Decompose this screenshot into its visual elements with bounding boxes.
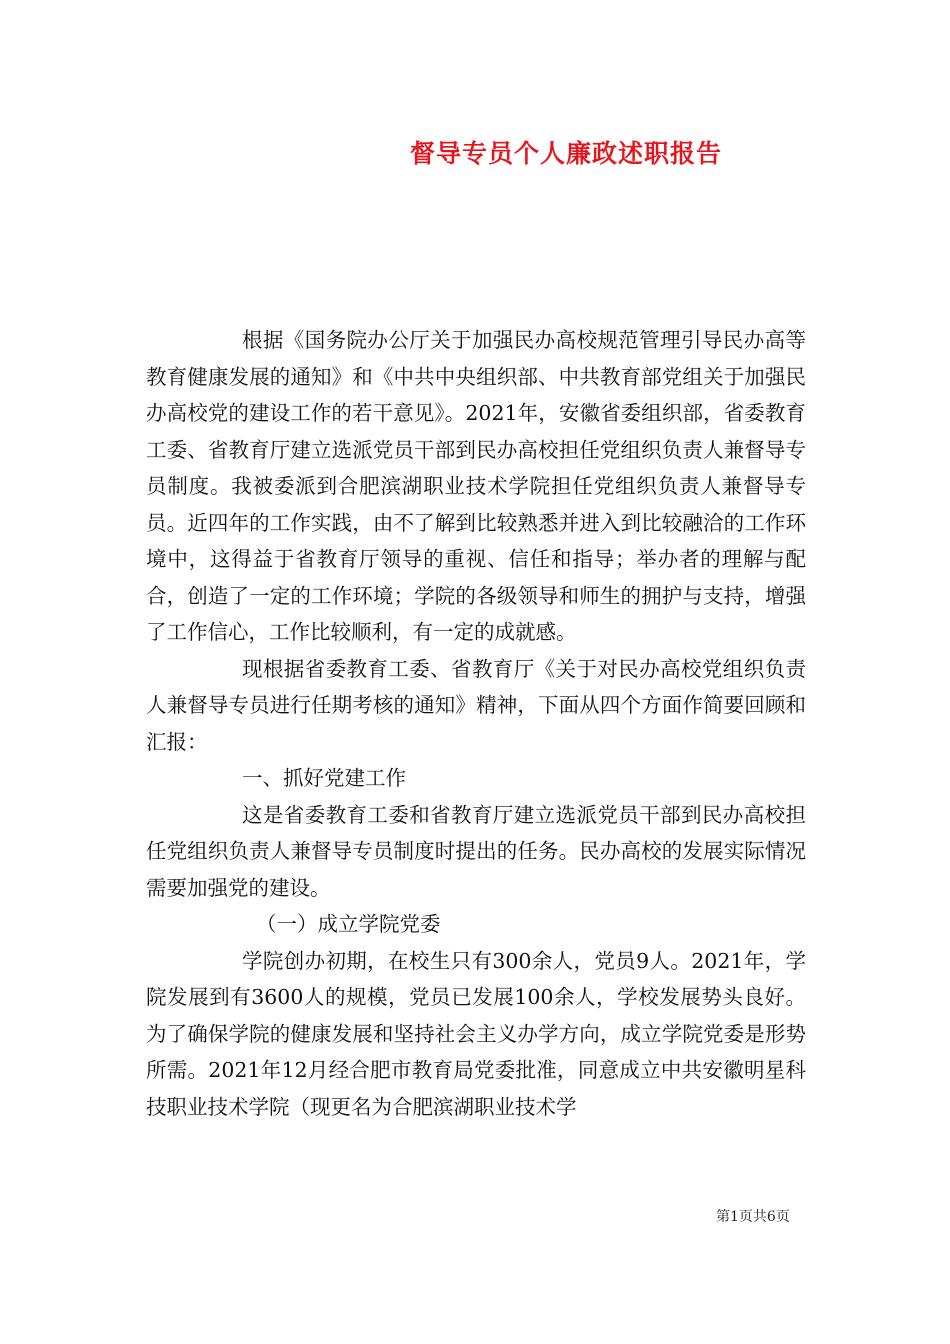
paragraph-party-committee: 学院创办初期，在校生只有300余人，党员9人。2021年，学院发展到有3600人的规模，党员已发展100余人，学校发展势头良好。为了确保学院的健康发展和坚持社会主义办学方向，成立学院党委是形势所需。2021年12月经合肥市教育局党委批准，同意成立中共安徽明星科技职业技术学院（现更名为合肥滨湖职业技术学 [146, 948, 806, 1119]
document-body [146, 322, 806, 1125]
document-title: 督导专员个人廉政述职报告 [410, 139, 723, 168]
paragraph-purpose: 现根据省委教育工委、省教育厅《关于对民办高校党组织负责人兼督导专员进行任期考核的通知》精神，下面从四个方面作简要回顾和汇报： [146, 656, 806, 754]
paragraph-intro: 根据《国务院办公厅关于加强民办高校规范管理引导民办高等教育健康发展的通知》和《中共中央组织部、中共教育部党组关于加强民办高校党的建设工作的若干意见》。2021年，安徽省委组织部，省委教育工委、省教育厅建立选派党员干部到民办高校担任党组织负责人兼督导专员制度。我被委派到合肥滨湖职业技术学院担任党组织负责人兼督导专员。近四年的工作实践，由不了解到比较熟悉并进入到比较融洽的工作环境中，这得益于省教育厅领导的重视、信任和指导；举办者的理解与配合，创造了一定的工作环境；学院的各级领导和师生的拥护与支持，增强了工作信心，工作比较顺利，有一定的成就感。 [146, 328, 806, 644]
subsection-heading-party-committee: （一）成立学院党委 [256, 912, 441, 936]
paragraph-party-building: 这是省委教育工委和省教育厅建立选派党员干部到民办高校担任党组织负责人兼督导专员制度时提出的任务。民办高校的发展实际情况需要加强党的建设。 [146, 802, 806, 900]
section-heading-party-building: 一、抓好党建工作 [242, 766, 406, 790]
page-number-footer: 第1页共6页 [716, 1209, 790, 1225]
